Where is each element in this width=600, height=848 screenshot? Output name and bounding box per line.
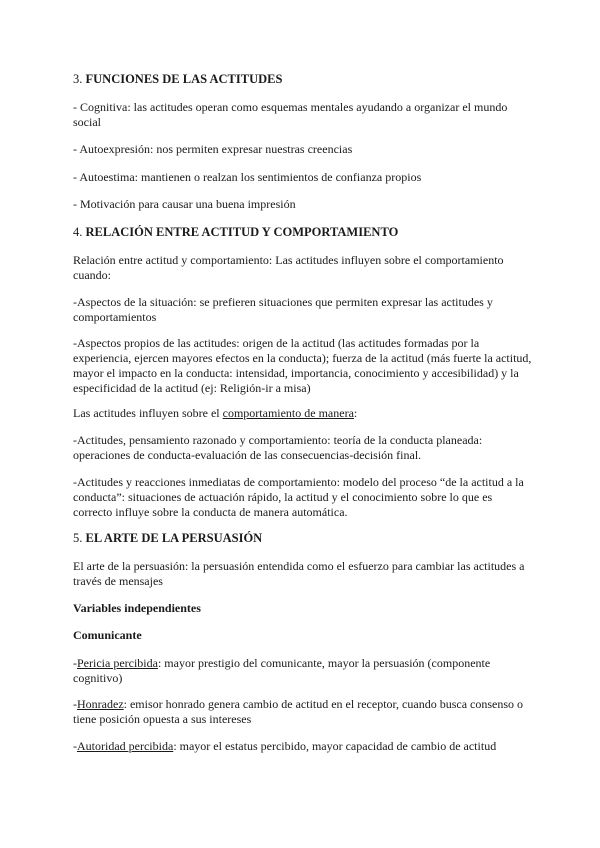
underlined-term: Pericia percibida — [77, 656, 158, 670]
section-4-heading — [73, 225, 533, 240]
section-number: 3. — [73, 72, 83, 86]
list-item: - Cognitiva: las actitudes operan como esquemas mentales ayudando a organizar el mundo social — [73, 100, 508, 129]
list-item: - Autoexpresión: nos permiten expresar nuestras creencias — [73, 142, 353, 156]
section-title: EL ARTE DE LA PERSUASIÓN — [85, 531, 263, 545]
term-item: -Pericia percibida: mayor prestigio del comunicante, mayor la persuasión (componente cognitivo) — [73, 656, 491, 685]
underlined-term: Autoridad percibida — [77, 739, 174, 753]
section-5-heading — [73, 531, 533, 546]
list-item: -Actitudes y reacciones inmediatas de comportamiento: modelo del proceso “de la actitud a la conducta”: situaciones de actuación rápido, la actitud y el conocimiento sobre lo que es correcto influye sobre la conducta de manera automática. — [73, 475, 524, 519]
subheading: Comunicante — [73, 628, 142, 642]
list-item: -Actitudes, pensamiento razonado y comportamiento: teoría de la conducta planeada: operaciones de conducta-evaluación de las consecuencias-decisión final. — [73, 433, 483, 462]
section-number: 5. — [73, 531, 83, 545]
paragraph: Relación entre actitud y comportamiento: Las actitudes influyen sobre el comportamiento cuando: — [73, 253, 504, 282]
underlined-term: comportamiento de manera — [222, 406, 354, 420]
list-item: -Aspectos de la situación: se prefieren situaciones que permiten expresar las actitudes y comportamientos — [73, 295, 493, 324]
section-title: FUNCIONES DE LAS ACTITUDES — [85, 72, 283, 86]
term-item: -Honradez: emisor honrado genera cambio de actitud en el receptor, cuando busca consenso o tiene posición opuesta a sus intereses — [73, 697, 524, 726]
paragraph: El arte de la persuasión: la persuasión entendida como el esfuerzo para cambiar las actitudes a través de mensajes — [73, 559, 525, 588]
list-item: - Motivación para causar una buena impresión — [73, 197, 296, 211]
list-item: -Aspectos propios de las actitudes: origen de la actitud (las actitudes formadas por la experiencia, ejercen mayores efectos en la conducta); fuerza de la actitud (más fuerte la actitud, mayor el impacto en la conducta: intensidad, importancia, conocimiento y accesibilidad) y la especificidad de la actitud (ej: Religión-ir a misa) — [73, 336, 532, 395]
paragraph: Las actitudes influyen sobre el comportamiento de manera: — [73, 406, 358, 420]
section-title: RELACIÓN ENTRE ACTITUD Y COMPORTAMIENTO — [85, 225, 399, 239]
section-3-heading — [73, 72, 533, 87]
term-item: -Autoridad percibida: mayor el estatus percibido, mayor capacidad de cambio de actitud — [73, 739, 497, 753]
section-number: 4. — [73, 225, 83, 239]
list-item: - Autoestima: mantienen o realzan los sentimientos de confianza propios — [73, 170, 422, 184]
subheading: Variables independientes — [73, 601, 201, 615]
underlined-term: Honradez — [77, 697, 124, 711]
